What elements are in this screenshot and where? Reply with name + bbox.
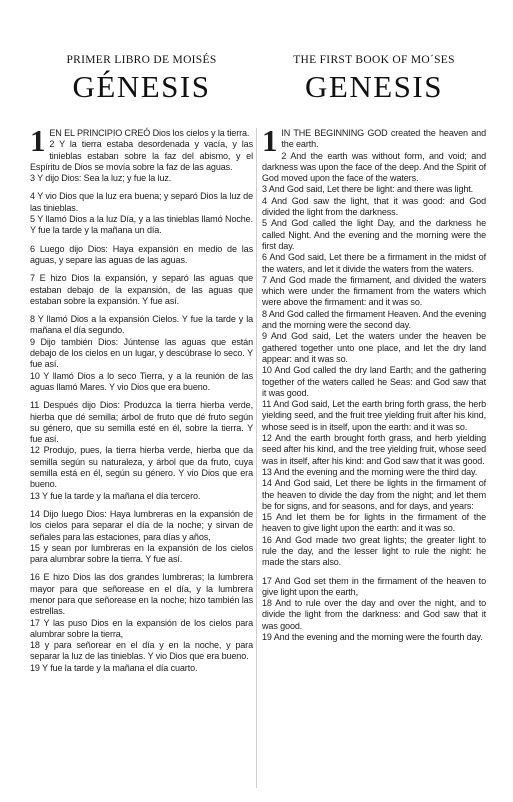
spanish-verse: 15 y sean por lumbreras en la expansión de los cielos para alumbrar sobre la tierra. Y fue así. bbox=[30, 542, 253, 565]
spanish-paragraph bbox=[30, 273, 253, 307]
spanish-paragraph bbox=[30, 314, 253, 393]
spanish-chapter-text bbox=[30, 123, 253, 681]
spanish-verse: 3 Y dijo Dios: Sea la luz; y fue la luz. bbox=[30, 173, 172, 184]
english-verse: 2 And the earth was without form, and void; and darkness was upon the face of the deep. And the Spirit of God moved upon the face of the waters. bbox=[262, 150, 486, 184]
spanish-verse: 7 E hizo Dios la expansión, y separó las aguas que estaban debajo de la expansión, de las aguas que estaban sobre la expansión. Y fue así. bbox=[30, 273, 253, 306]
english-verse: 15 And let them be for lights in the firmament of the heaven to give light upon the earth: and it was so. bbox=[262, 512, 486, 534]
spanish-verse: 19 Y fue la tarde y la mañana el día cuarto. bbox=[30, 662, 198, 673]
english-chapter-number: 1 bbox=[262, 123, 278, 158]
spanish-paragraph bbox=[30, 509, 253, 565]
spanish-book-title: GÉNESIS bbox=[72, 69, 211, 104]
spanish-verse: 14 Dijo luego Dios: Haya lumbreras en la expansión de los cielos para separar el día de la noche; y sirvan de señales para las estaciones, para días y años, bbox=[30, 508, 253, 542]
spanish-verse: 4 Y vio Dios que la luz era buena; y separó Dios la luz de las tinieblas. bbox=[30, 191, 253, 213]
english-verse: 17 And God set them in the firmament of the heaven to give light upon the earth, bbox=[262, 575, 486, 597]
english-verse: 7 And God made the firmament, and divided the waters which were under the firmament from the waters which were above the firmament: and it was so. bbox=[262, 274, 486, 308]
spanish-verse: 9 Dijo también Dios: Júntense las aguas que están debajo de los cielos en un lugar, y descúbrase lo seco. Y fue así. bbox=[30, 336, 253, 370]
spanish-verse: 16 E hizo Dios las dos grandes lumbreras; la lumbrera mayor para que señorease en el día, y la lumbrera menor para que señorease en la noche; hizo también las estrellas. bbox=[30, 572, 253, 617]
english-verse: 8 And God called the firmament Heaven. And the evening and the morning were the second day. bbox=[262, 308, 486, 331]
english-verse: 4 And God saw the light, that it was good: and God divided the light from the darkness. bbox=[262, 195, 486, 218]
spanish-paragraph bbox=[30, 191, 253, 236]
spanish-paragraph bbox=[30, 400, 253, 502]
english-paragraph bbox=[262, 576, 486, 644]
english-verse: 6 And God said, Let there be a firmament in the midst of the waters, and let it divide the waters from the waters. bbox=[262, 252, 486, 274]
spanish-paragraph bbox=[30, 123, 253, 184]
spanish-paragraph bbox=[30, 572, 253, 674]
spanish-verse: 13 Y fue la tarde y la mañana el día tercero. bbox=[30, 490, 201, 501]
english-verse: 10 And God called the dry land Earth; and the gathering together of the waters called he Seas: and God saw that it was good. bbox=[262, 365, 486, 398]
english-verse: 5 And God called the light Day, and the darkness he called Night. And the evening and the morning were the first day. bbox=[262, 218, 486, 251]
english-book-title: GENESIS bbox=[305, 69, 443, 104]
english-verse: 14 And God said, Let there be lights in the firmament of the heaven to divide the day from the night; and let them be for signs, and for seasons, and for days, and years: bbox=[262, 478, 486, 511]
english-verse: 13 And the evening and the morning were the third day. bbox=[262, 466, 478, 477]
spanish-chapter-number: 1 bbox=[30, 123, 46, 158]
english-verse: 12 And the earth brought forth grass, and herb yielding seed after his kind, and the tree yielding fruit, whose seed was in itself, after his kind: and God saw that it was good. bbox=[262, 433, 486, 466]
spanish-paragraph bbox=[30, 244, 253, 267]
spanish-verse: EN EL PRINCIPIO CREÓ Dios los cielos y la tierra. bbox=[49, 128, 250, 138]
english-chapter-text bbox=[262, 123, 486, 650]
spanish-verse: 18 y para señorear en el día y en la noche, y para separar la luz de las tinieblas. Y vio Dios que era bueno. bbox=[30, 640, 253, 662]
column-divider bbox=[256, 128, 257, 788]
english-book-subtitle: THE FIRST BOOK OF MO´SES bbox=[293, 54, 455, 66]
spanish-book-subtitle: PRIMER LIBRO DE MOISÉS bbox=[66, 54, 217, 66]
spanish-verse: 11 Después dijo Dios: Produzca la tierra hierba verde, hierba que dé semilla; árbol de fruto que dé fruto según su género, que su semilla esté en él, sobre la tierra. Y fue así. bbox=[30, 400, 253, 445]
english-verse: 16 And God made two great lights; the greater light to rule the day, and the lesser light to rule the night: he made the stars also. bbox=[262, 534, 486, 568]
spanish-verse: 17 Y las puso Dios en la expansión de los cielos para alumbrar sobre la tierra, bbox=[30, 617, 253, 639]
english-verse: 18 And to rule over the day and over the night, and to divide the light from the darkness: and God saw that it was good. bbox=[262, 598, 486, 631]
spanish-verse: 8 Y llamó Dios a la expansión Cielos. Y fue la tarde y la mañana el día segundo. bbox=[30, 314, 253, 336]
spanish-verse: 12 Produjo, pues, la tierra hierba verde, hierba que da semilla según su naturaleza, y árbol que da fruto, cuya semilla está en él, según su género. Y vio Dios que era bueno. bbox=[30, 445, 253, 490]
english-verse: 19 And the evening and the morning were the fourth day. bbox=[262, 632, 483, 643]
spanish-verse: 6 Luego dijo Dios: Haya expansión en medio de las aguas, y separe las aguas de las aguas. bbox=[30, 243, 253, 265]
spanish-verse: 10 Y llamó Dios a lo seco Tierra, y a la reunión de las aguas llamó Mares. Y vio Dios que era bueno. bbox=[30, 370, 253, 392]
english-verse: 9 And God said, Let the waters under the heaven be gathered together unto one place, and let the dry land appear: and it was so. bbox=[262, 331, 486, 364]
english-paragraph bbox=[262, 123, 486, 569]
english-verse: 11 And God said, Let the earth bring forth grass, the herb yielding seed, and the fruit tree yielding fruit after his kind, whose seed is in itself, upon the earth: and it was so. bbox=[262, 399, 486, 432]
english-verse: IN THE BEGINNING GOD created the heaven and the earth. bbox=[281, 128, 486, 150]
english-verse: 3 And God said, Let there be light: and there was light. bbox=[262, 184, 474, 195]
spanish-verse: 2 Y la tierra estaba desordenada y vacía, y las tinieblas estaban sobre la faz del abismo, y el Espíritu de Dios se movía sobre la faz de las aguas. bbox=[30, 139, 253, 172]
spanish-verse: 5 Y llamó Dios a la luz Día, y a las tinieblas llamó Noche. Y fue la tarde y la mañana un día. bbox=[30, 214, 253, 236]
